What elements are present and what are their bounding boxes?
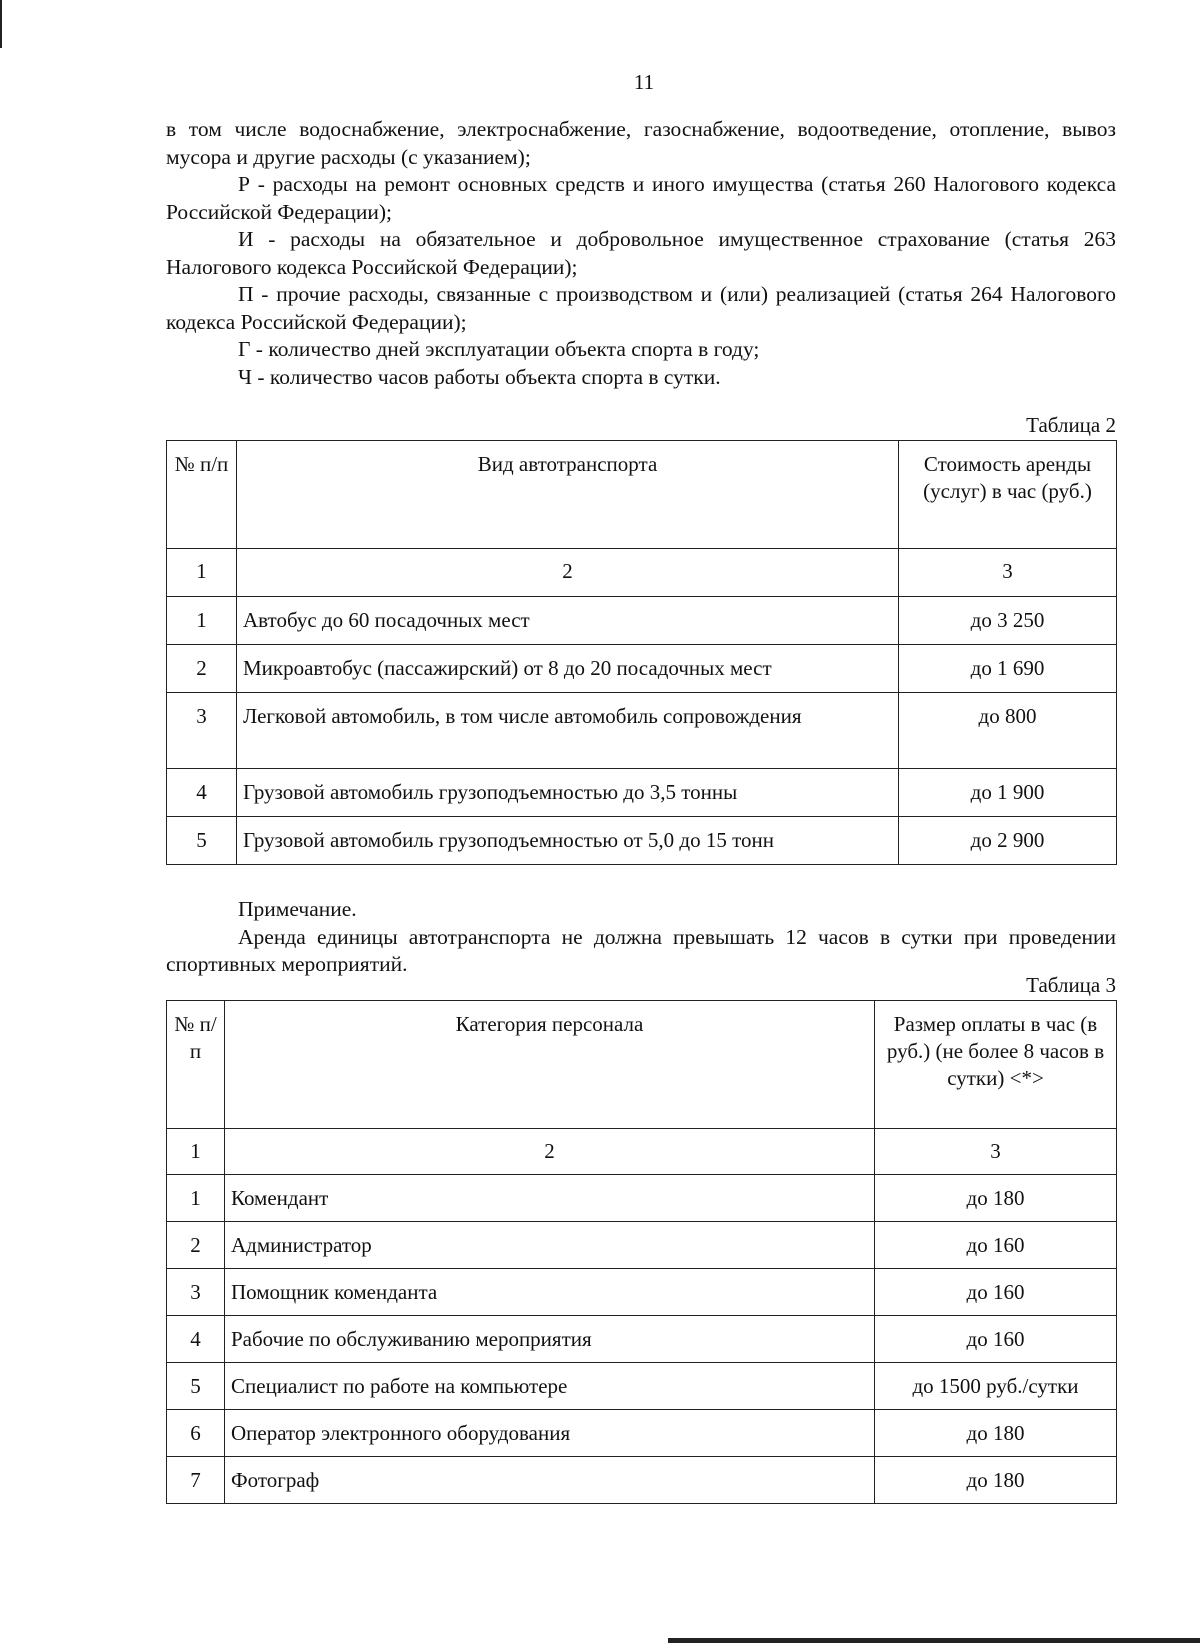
- rent-cost: до 1 900: [899, 769, 1117, 817]
- rent-cost: до 3 250: [899, 597, 1117, 645]
- vehicle-name: Автобус до 60 посадочных мест: [237, 597, 899, 645]
- column-number: 2: [225, 1129, 875, 1175]
- header-cell-number: № п/п: [167, 1001, 225, 1129]
- table-header-row: [167, 441, 1117, 549]
- hourly-pay: до 160: [875, 1222, 1117, 1269]
- intro-paragraph: Р - расходы на ремонт основных средств и иного имущества (статья 260 Налогового кодекса Российской Федерации);: [166, 172, 1116, 224]
- scan-edge-bottom: [668, 1638, 1200, 1643]
- staff-category: Комендант: [225, 1175, 875, 1222]
- row-number: 5: [167, 817, 237, 865]
- table-row: [167, 1410, 1117, 1457]
- note-text: Аренда единицы автотранспорта не должна превышать 12 часов в сутки при проведении спортивных мероприятий.: [166, 924, 1116, 976]
- row-number: 2: [167, 645, 237, 693]
- vehicle-name: Грузовой автомобиль грузоподъемностью от 5,0 до 15 тонн: [237, 817, 899, 865]
- intro-text: [166, 116, 1116, 391]
- table-row: [167, 693, 1117, 769]
- column-number: 3: [899, 549, 1117, 597]
- rent-cost: до 800: [899, 693, 1117, 769]
- hourly-pay: до 1500 руб./сутки: [875, 1363, 1117, 1410]
- vehicle-name: Легковой автомобиль, в том числе автомобиль сопровождения: [237, 693, 899, 769]
- column-number: 1: [167, 549, 237, 597]
- staff-category: Специалист по работе на компьютере: [225, 1363, 875, 1410]
- table-row: [167, 645, 1117, 693]
- column-number: 3: [875, 1129, 1117, 1175]
- scan-edge-left: [0, 0, 2, 48]
- note: [166, 896, 1116, 979]
- header-cell-staff-category: Категория персонала: [225, 1001, 875, 1129]
- intro-paragraph: в том числе водоснабжение, электроснабжение, газоснабжение, водоотведение, отопление, вывоз мусора и другие расходы (с указанием);: [166, 117, 1116, 169]
- table-row: [167, 1175, 1117, 1222]
- table-row: [167, 817, 1117, 865]
- table2-caption: Таблица 2: [1026, 413, 1116, 437]
- staff-category: Фотограф: [225, 1457, 875, 1504]
- intro-paragraph: Ч - количество часов работы объекта спорта в сутки.: [238, 364, 721, 389]
- vehicle-name: Микроавтобус (пассажирский) от 8 до 20 посадочных мест: [237, 645, 899, 693]
- row-number: 3: [167, 693, 237, 769]
- row-number: 7: [167, 1457, 225, 1504]
- note-title: Примечание.: [238, 897, 357, 921]
- table-row: [167, 1316, 1117, 1363]
- row-number: 1: [167, 597, 237, 645]
- vehicle-name: Грузовой автомобиль грузоподъемностью до 3,5 тонны: [237, 769, 899, 817]
- header-cell-rent-cost: Стоимость аренды (услуг) в час (руб.): [899, 441, 1117, 549]
- table-row: [167, 1457, 1117, 1504]
- row-number: 2: [167, 1222, 225, 1269]
- page-number: 11: [633, 70, 655, 94]
- intro-paragraph: И - расходы на обязательное и добровольное имущественное страхование (статья 263 Налогового кодекса Российской Федерации);: [166, 227, 1116, 279]
- column-number-row: [167, 549, 1117, 597]
- hourly-pay: до 160: [875, 1316, 1117, 1363]
- row-number: 4: [167, 769, 237, 817]
- staff-category: Помощник коменданта: [225, 1269, 875, 1316]
- header-cell-number: № п/п: [167, 441, 237, 549]
- intro-paragraph: Г - количество дней эксплуатации объекта спорта в году;: [238, 337, 760, 361]
- table-row: [167, 769, 1117, 817]
- hourly-pay: до 160: [875, 1269, 1117, 1316]
- rent-cost: до 2 900: [899, 817, 1117, 865]
- hourly-pay: до 180: [875, 1175, 1117, 1222]
- table-header-row: [167, 1001, 1117, 1129]
- staff-category: Рабочие по обслуживанию мероприятия: [225, 1316, 875, 1363]
- rent-cost: до 1 690: [899, 645, 1117, 693]
- staff-category: Оператор электронного оборудования: [225, 1410, 875, 1457]
- row-number: 4: [167, 1316, 225, 1363]
- row-number: 6: [167, 1410, 225, 1457]
- table3-caption: Таблица 3: [1026, 973, 1116, 997]
- intro-paragraph: П - прочие расходы, связанные с производством и (или) реализацией (статья 264 Налогового кодекса Российской Федерации);: [166, 282, 1116, 334]
- column-number: 1: [167, 1129, 225, 1175]
- column-number: 2: [237, 549, 899, 597]
- header-cell-hourly-pay: Размер оплаты в час (в руб.) (не более 8 часов в сутки) <*>: [875, 1001, 1117, 1129]
- hourly-pay: до 180: [875, 1457, 1117, 1504]
- table-row: [167, 597, 1117, 645]
- row-number: 5: [167, 1363, 225, 1410]
- table-row: [167, 1363, 1117, 1410]
- header-cell-vehicle-type: Вид автотранспорта: [237, 441, 899, 549]
- vehicle-rent-table: [166, 440, 1117, 865]
- row-number: 3: [167, 1269, 225, 1316]
- staff-category: Администратор: [225, 1222, 875, 1269]
- staff-payment-table: [166, 1000, 1117, 1504]
- column-number-row: [167, 1129, 1117, 1175]
- table-row: [167, 1222, 1117, 1269]
- table-row: [167, 1269, 1117, 1316]
- hourly-pay: до 180: [875, 1410, 1117, 1457]
- row-number: 1: [167, 1175, 225, 1222]
